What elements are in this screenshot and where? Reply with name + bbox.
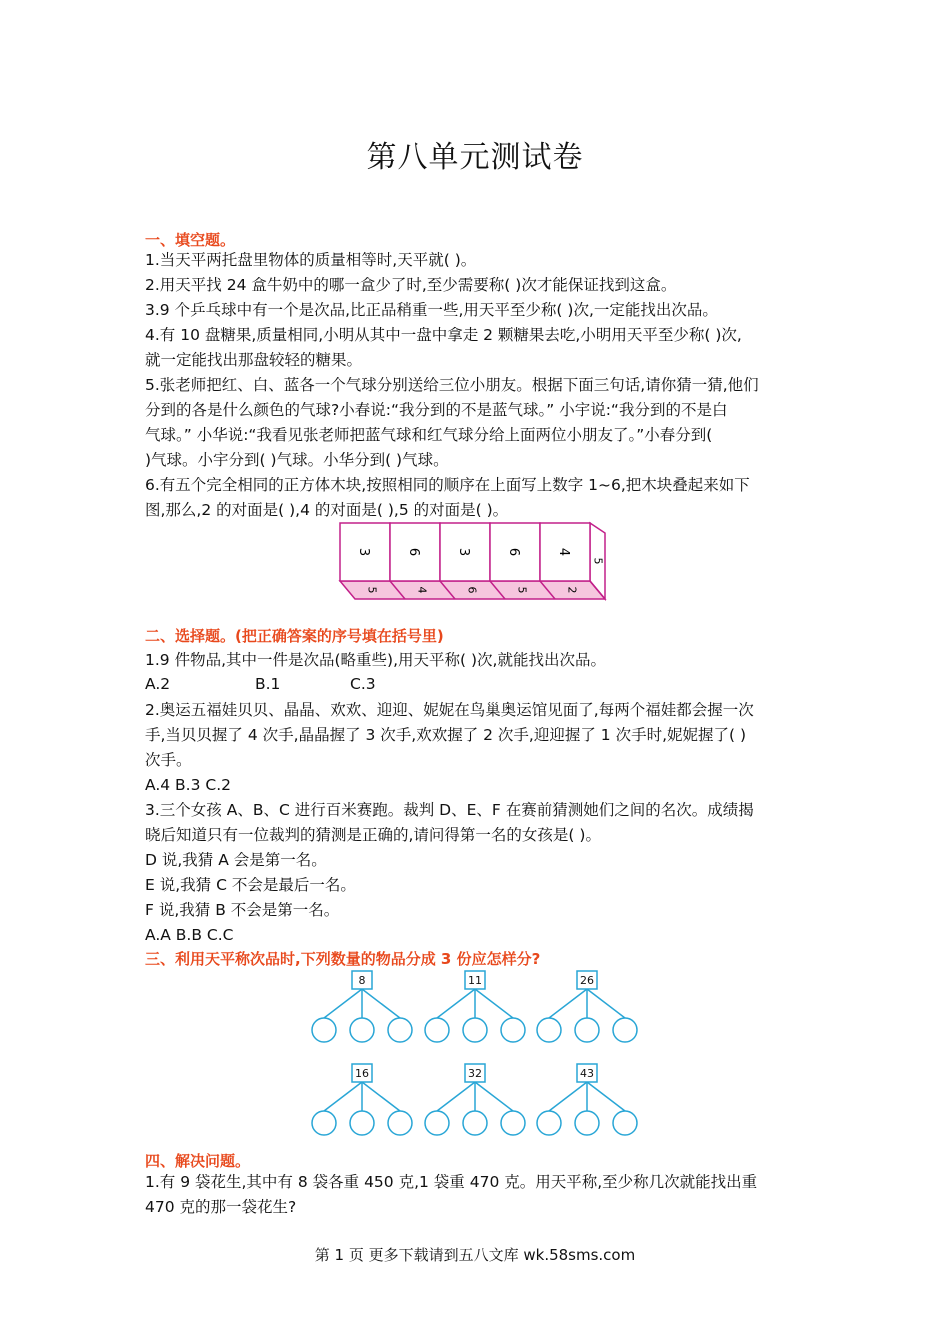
tree-leaf-circle <box>575 1111 599 1135</box>
question-line: 470 克的那一袋花生? <box>145 1198 297 1216</box>
question-line: 1.9 件物品,其中一件是次品(略重些),用天平称( )次,就能找出次品。 <box>145 651 606 669</box>
tree-root-value: 16 <box>355 1067 369 1080</box>
section-heading-choice: 二、选择题。(把正确答案的序号填在括号里) <box>145 627 444 645</box>
question-line: 3.三个女孩 A、B、C 进行百米赛跑。裁判 D、E、F 在赛前猜测她们之间的名次。成绩揭 <box>145 801 754 819</box>
tree-diagram <box>425 971 525 1042</box>
question-line: 2.用天平找 24 盒牛奶中的哪一盒少了时,至少需要称( )次才能保证找到这盒。 <box>145 276 677 294</box>
tree-branch <box>549 989 587 1018</box>
question-line: 分到的各是什么颜色的气球?小春说:“我分到的不是蓝气球。” 小宇说:“我分到的不是白 <box>145 401 728 419</box>
tree-leaf-circle <box>613 1111 637 1135</box>
cube-front-number: 3 <box>456 547 471 557</box>
tree-leaf-circle <box>425 1018 449 1042</box>
question-line: 4.有 10 盘糖果,质量相同,小明从其中一盘中拿走 2 颗糖果去吃,小明用天平至少称( )次, <box>145 326 742 344</box>
cube-front-number: 3 <box>356 547 371 557</box>
options-line: A.4 B.3 C.2 <box>145 776 232 794</box>
tree-leaf-circle <box>312 1111 336 1135</box>
tree-branch <box>475 1082 513 1111</box>
question-line: 次手。 <box>145 751 192 769</box>
question-line: 3.9 个乒乓球中有一个是次品,比正品稍重一些,用天平至少称( )次,一定能找出次品。 <box>145 301 718 319</box>
question-line: 5.张老师把红、白、蓝各一个气球分别送给三位小朋友。根据下面三句话,请你猜一猜,他们 <box>145 376 759 394</box>
question-line: 手,当贝贝握了 4 次手,晶晶握了 3 次手,欢欢握了 2 次手,迎迎握了 1 次手时,妮妮握了( ) <box>145 726 747 744</box>
stacked-cubes-figure <box>335 518 615 608</box>
question-line: )气球。小宇分到( )气球。小华分到( )气球。 <box>145 451 449 469</box>
tree-branch <box>437 1082 475 1111</box>
question-line: 晓后知道只有一位裁判的猜测是正确的,请问得第一名的女孩是( )。 <box>145 826 601 844</box>
page-title: 第八单元测试卷 <box>366 140 584 175</box>
cube-bottom-number: 2 <box>565 586 579 594</box>
tree-leaf-circle <box>613 1018 637 1042</box>
cube-bottom-number: 5 <box>365 586 379 594</box>
tree-leaf-circle <box>388 1111 412 1135</box>
tree-leaf-circle <box>388 1018 412 1042</box>
tree-branch <box>324 1082 362 1111</box>
division-tree-diagrams <box>300 966 650 1141</box>
cube-side-number: 5 <box>591 557 605 565</box>
question-line: 2.奥运五福娃贝贝、晶晶、欢欢、迎迎、妮妮在鸟巢奥运馆见面了,每两个福娃都会握一次 <box>145 701 754 719</box>
question-line: 气球。” 小华说:“我看见张老师把蓝气球和红气球分给上面两位小朋友了。”小春分到( <box>145 426 713 444</box>
tree-root-value: 11 <box>468 974 482 987</box>
cube-front-number: 4 <box>556 547 571 557</box>
tree-leaf-circle <box>537 1111 561 1135</box>
cube-bottom-number: 4 <box>415 586 429 594</box>
tree-branch <box>437 989 475 1018</box>
question-line: F 说,我猜 B 不会是第一名。 <box>145 901 340 919</box>
option-b: B.1 <box>255 675 281 693</box>
question-line: 图,那么,2 的对面是( ),4 的对面是( ),5 的对面是( )。 <box>145 501 509 519</box>
section-heading-division: 三、利用天平称次品时,下列数量的物品分成 3 份应怎样分? <box>145 950 541 968</box>
tree-branch <box>362 989 400 1018</box>
tree-root-value: 43 <box>580 1067 594 1080</box>
question-line: 1.当天平两托盘里物体的质量相等时,天平就( )。 <box>145 251 477 269</box>
tree-leaf-circle <box>537 1018 561 1042</box>
tree-root-value: 32 <box>468 1067 482 1080</box>
tree-diagram <box>537 1064 637 1135</box>
cube-front-number: 6 <box>506 547 521 557</box>
tree-root-value: 8 <box>358 974 366 987</box>
tree-branch <box>549 1082 587 1111</box>
tree-leaf-circle <box>350 1111 374 1135</box>
tree-diagram <box>312 971 412 1042</box>
cube-front-number: 6 <box>406 547 421 557</box>
section-heading-problems: 四、解决问题。 <box>145 1152 251 1170</box>
question-line: 就一定能找出那盘较轻的糖果。 <box>145 351 363 369</box>
option-a: A.2 <box>145 675 171 693</box>
options-line: A.A B.B C.C <box>145 926 234 944</box>
question-line: E 说,我猜 C 不会是最后一名。 <box>145 876 356 894</box>
tree-leaf-circle <box>463 1111 487 1135</box>
tree-root-value: 26 <box>580 974 594 987</box>
question-line: 6.有五个完全相同的正方体木块,按照相同的顺序在上面写上数字 1~6,把木块叠起来如下 <box>145 476 750 494</box>
tree-branch <box>362 1082 400 1111</box>
tree-branch <box>475 989 513 1018</box>
question-line: D 说,我猜 A 会是第一名。 <box>145 851 327 869</box>
tree-leaf-circle <box>425 1111 449 1135</box>
tree-diagram <box>312 1064 412 1135</box>
question-line: 1.有 9 袋花生,其中有 8 袋各重 450 克,1 袋重 470 克。用天平称,至少称几次就能找出重 <box>145 1173 758 1191</box>
page-footer: 第 1 页 更多下载请到五八文库 wk.58sms.com <box>314 1246 636 1264</box>
tree-diagram <box>425 1064 525 1135</box>
cube-bottom-number: 5 <box>515 586 529 594</box>
tree-leaf-circle <box>350 1018 374 1042</box>
tree-branch <box>324 989 362 1018</box>
tree-branch <box>587 989 625 1018</box>
tree-leaf-circle <box>501 1111 525 1135</box>
tree-diagram <box>537 971 637 1042</box>
tree-leaf-circle <box>575 1018 599 1042</box>
tree-leaf-circle <box>501 1018 525 1042</box>
section-heading-fill-blank: 一、填空题。 <box>145 231 236 249</box>
tree-branch <box>587 1082 625 1111</box>
cube-bottom-number: 6 <box>465 586 479 594</box>
option-c: C.3 <box>350 675 376 693</box>
tree-leaf-circle <box>312 1018 336 1042</box>
tree-leaf-circle <box>463 1018 487 1042</box>
